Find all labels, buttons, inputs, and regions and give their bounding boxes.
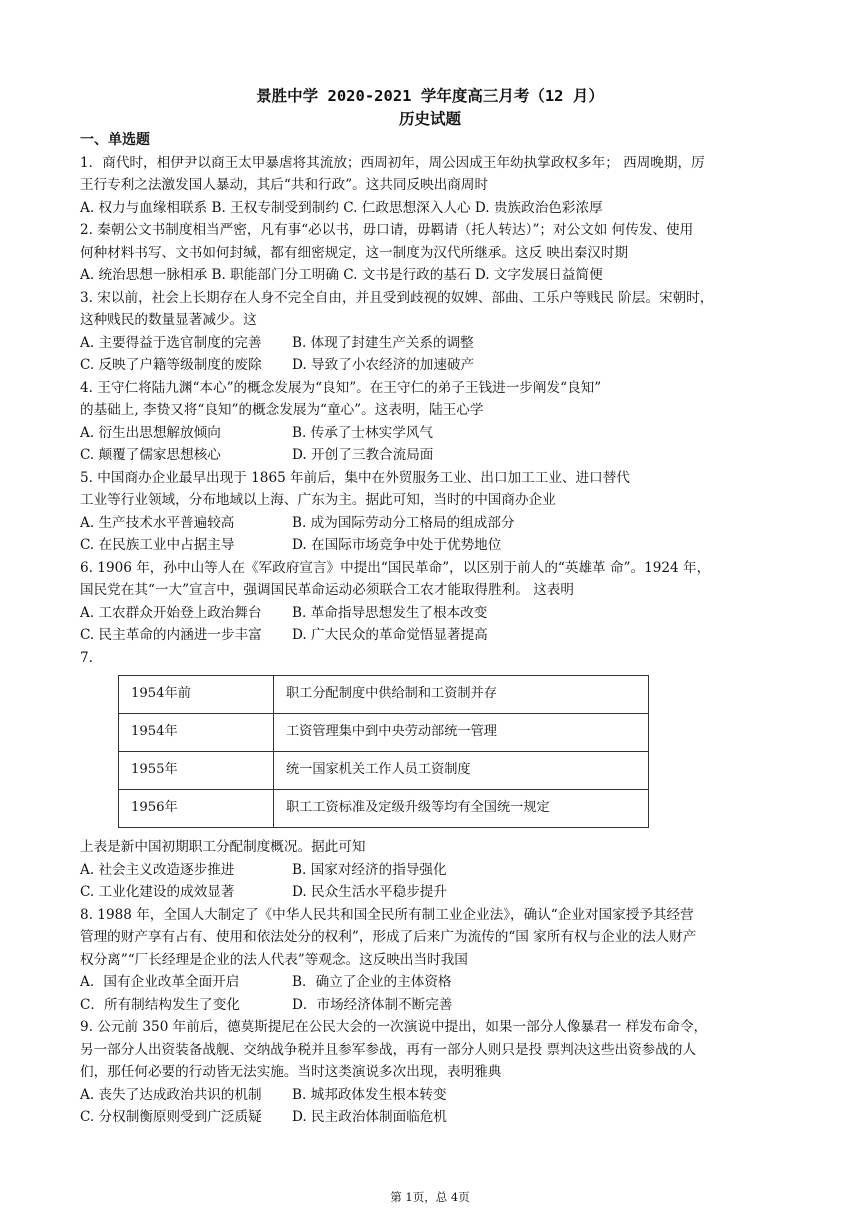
question-text-line: 工业等行业领域，分布地域以上海、广东为主。据此可知，当时的中国商办企业 xyxy=(80,492,556,508)
question-number: 7. xyxy=(80,649,93,666)
answer-option[interactable]: C. 民主革命的内涵进一步丰富 xyxy=(80,627,262,643)
answer-options-row xyxy=(80,994,780,1017)
exam-title: 景胜中学 2020-2021 学年度高三月考（12 月） xyxy=(256,87,604,105)
answer-option[interactable]: D．市场经济体制不断完善 xyxy=(292,996,453,1013)
answer-option[interactable]: D. 民主政治体制面临危机 xyxy=(292,1109,447,1125)
question-text-line: 4. 王守仁将陆九渊“本心”的概念发展为“良知”。在王守仁的弟子王钱进一步阐发“良知” xyxy=(80,379,602,396)
answer-option[interactable]: C．所有制结构发生了变化 xyxy=(80,996,240,1013)
question-text-line: 2. 秦朝公文书制度相当严密，凡有事“必以书，毋口请，毋羁请（托人转达）”；对公文如 何传发、使用 xyxy=(80,222,694,238)
answer-options-row xyxy=(80,859,780,882)
question-text-line: 上表是新中国初期职工分配制度概况。据此可知 xyxy=(80,839,366,855)
answer-option[interactable]: B. 成为国际劳动分工格局的组成部分 xyxy=(292,514,515,531)
answer-option[interactable]: A. 衍生出思想解放倾向 xyxy=(80,424,221,441)
answer-option[interactable]: B. 国家对经济的指导强化 xyxy=(292,861,447,878)
answer-option[interactable]: B. 体现了封建生产关系的调整 xyxy=(292,334,474,351)
table-row xyxy=(119,790,649,828)
question-3 xyxy=(80,287,780,377)
answer-options-line: A. 权力与血缘相联系 B. 王权专制受到制约 C. 仁政思想深入人心 D. 贵族政治色彩浓厚 xyxy=(80,199,603,216)
answer-options-row xyxy=(80,332,780,355)
question-text-line: 们，那任何必要的行动皆无法实施。当时这类演说多次出现，表明雅典 xyxy=(80,1064,502,1080)
answer-option[interactable]: C. 颠覆了儒家思想核心 xyxy=(80,447,221,463)
answer-option[interactable]: B．确立了企业的主体资格 xyxy=(292,974,452,990)
question-text-line: 9. 公元前 350 年前后，德莫斯提尼在公民大会的一次演说中提出，如果一部分人像暴君一 样发布命令， xyxy=(80,1019,708,1035)
table-cell-year: 1956年 xyxy=(119,790,274,828)
table-row xyxy=(119,676,649,714)
exam-content xyxy=(80,129,780,1129)
wage-system-table-wrap xyxy=(118,675,780,828)
answer-option[interactable]: A．国有企业改革全面开启 xyxy=(80,974,240,990)
answer-option[interactable]: D. 民众生活水平稳步提升 xyxy=(292,884,447,900)
question-text-line: 5. 中国商办企业最早出现于 1865 年前后，集中在外贸服务工业、出口加工工业、进口替代 xyxy=(80,469,630,486)
answer-option[interactable]: B. 传承了士林实学风气 xyxy=(292,424,433,441)
answer-options-row xyxy=(80,444,780,467)
question-text-line: 这种贱民的数量显著减少。这 xyxy=(80,312,257,328)
question-text-line: 国民党在其“一大”宣言中，强调国民革命运动必须联合工农才能取得胜利。 这表明 xyxy=(80,582,574,598)
table-cell-description: 职工工资标准及定级升级等均有全国统一规定 xyxy=(274,790,649,828)
question-1 xyxy=(80,152,780,220)
table-cell-description: 职工分配制度中供给制和工资制并存 xyxy=(274,676,649,714)
answer-options-row xyxy=(80,624,780,647)
answer-option[interactable]: A. 主要得益于选官制度的完善 xyxy=(80,334,262,351)
answer-option[interactable]: C. 工业化建设的成效显著 xyxy=(80,884,235,900)
answer-option[interactable]: B. 城邦政体发生根本转变 xyxy=(292,1086,447,1103)
answer-options-row xyxy=(80,1106,780,1129)
answer-option[interactable]: D. 开创了三教合流局面 xyxy=(292,447,434,463)
question-7 xyxy=(80,647,780,904)
question-text-line: 8. 1988 年，全国人大制定了《中华人民共和国全民所有制工业企业法》，确认“企业对国家授予其经营 xyxy=(80,906,694,923)
answer-option[interactable]: C. 反映了户籍等级制度的废除 xyxy=(80,357,262,373)
answer-options-row xyxy=(80,971,780,994)
question-text-line: 王行专利之法激发国人暴动，其后“共和行政”。这共同反映出商周时 xyxy=(80,177,489,193)
section-title: 一、单选题 xyxy=(80,132,150,148)
question-8 xyxy=(80,904,780,1017)
answer-options-row xyxy=(80,354,780,377)
table-row xyxy=(119,752,649,790)
answer-option[interactable]: A. 丧失了达成政治共识的机制 xyxy=(80,1086,262,1103)
question-text-line: 的基础上, 李贽又将“良知”的概念发展为“童心”。这表明，陆王心学 xyxy=(80,402,484,418)
answer-options-row xyxy=(80,422,780,445)
answer-options-line: A. 统治思想一脉相承 B. 职能部门分工明确 C. 文书是行政的基石 D. 文字发展日益简便 xyxy=(80,267,603,283)
answer-option[interactable]: B. 革命指导思想发生了根本改变 xyxy=(292,604,488,621)
answer-option[interactable]: D. 广大民众的革命觉悟显著提高 xyxy=(292,627,488,643)
answer-option[interactable]: A. 工农群众开始登上政治舞台 xyxy=(80,604,262,621)
page-footer: 第 1页，总 4页 xyxy=(390,1190,470,1204)
answer-options-row xyxy=(80,602,780,625)
wage-system-table xyxy=(118,675,649,828)
table-cell-year: 1954年 xyxy=(119,714,274,752)
answer-options-row xyxy=(80,1084,780,1107)
table-cell-description: 工资管理集中到中央劳动部统一管理 xyxy=(274,714,649,752)
question-4 xyxy=(80,377,780,467)
question-text-line: 权分离”“厂长经理是企业的法人代表”等观念。这反映出当时我国 xyxy=(80,951,468,968)
question-text-line: 管理的财产享有占有、使用和依法处分的权利”，形成了后来广为流传的“国 家所有权与企业的法人财产 xyxy=(80,929,697,945)
question-text-line: 1．商代时，相伊尹以商王太甲暴虐将其流放；西周初年，周公因成王年幼执掌政权多年； 西周晚期，厉 xyxy=(80,154,705,171)
question-text-line: 3. 宋以前，社会上长期存在人身不完全自由，并且受到歧视的奴婢、部曲、工乐户等贱民 阶层。宋朝时， xyxy=(80,289,714,306)
answer-options-row xyxy=(80,512,780,535)
question-5 xyxy=(80,467,780,557)
question-text-line: 6. 1906 年，孙中山等人在《军政府宣言》中提出“国民革命”，以区别于前人的“英雄革 命”。1924 年， xyxy=(80,559,711,576)
exam-subtitle: 历史试题 xyxy=(398,110,461,128)
answer-option[interactable]: C. 在民族工业中占据主导 xyxy=(80,537,235,553)
answer-option[interactable]: D. 导致了小农经济的加速破产 xyxy=(292,357,475,373)
table-row xyxy=(119,714,649,752)
question-text-line: 何种材料书写、文书如何封缄，都有细密规定，这一制度为汉代所继承。这反 映出秦汉时期 xyxy=(80,244,629,261)
answer-option[interactable]: D. 在国际市场竞争中处于优势地位 xyxy=(292,537,502,553)
table-cell-year: 1955年 xyxy=(119,752,274,790)
table-cell-year: 1954年前 xyxy=(119,676,274,714)
question-2 xyxy=(80,219,780,287)
question-text-line: 另一部分人出资装备战舰、交纳战争税并且参军参战，再有一部分人则只是投 票判决这些出资参战的人 xyxy=(80,1041,697,1058)
answer-option[interactable]: A. 社会主义改造逐步推进 xyxy=(80,861,235,878)
answer-option[interactable]: C. 分权制衡原则受到广泛质疑 xyxy=(80,1109,262,1125)
answer-option[interactable]: A. 生产技术水平普遍较高 xyxy=(80,514,235,531)
question-6 xyxy=(80,557,780,647)
answer-options-row xyxy=(80,881,780,904)
answer-options-row xyxy=(80,534,780,557)
table-cell-description: 统一国家机关工作人员工资制度 xyxy=(274,752,649,790)
question-9 xyxy=(80,1016,780,1129)
